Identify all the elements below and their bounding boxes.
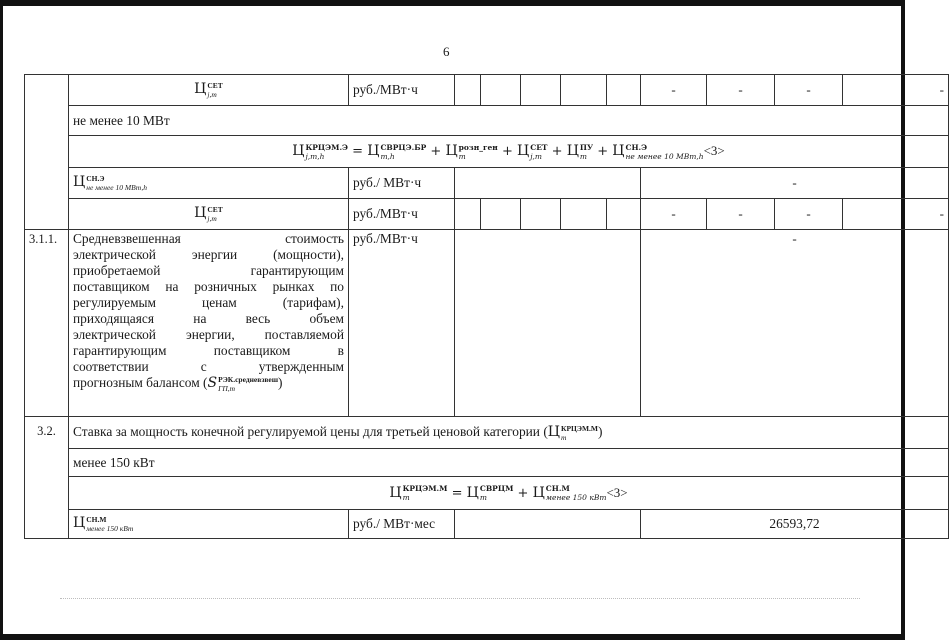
value-cell bbox=[607, 199, 641, 230]
table-row bbox=[25, 510, 949, 539]
unit-cell: руб./МВт·ч bbox=[349, 75, 455, 106]
table-row bbox=[25, 106, 949, 136]
table-row bbox=[25, 449, 949, 477]
value-cell: - bbox=[707, 75, 775, 106]
symbol-cell: Ц СЕТ j,m bbox=[69, 199, 349, 230]
description-cell: Средневзвешенная стоимость электрической энергии (мощности), приобретаемой гарантирующим поставщиком на розничных рынках по регулируемым ценам (тарифам), приходящаяся на весь объем электрической энергии, поставляемой гарантирующим поставщиком в соответствии с утвержденным прогнозным балансом (S РЭК.средневзвеш ГП,m ) bbox=[69, 230, 349, 417]
num-cell bbox=[25, 75, 69, 230]
value-cell: - bbox=[775, 75, 843, 106]
tariff-table bbox=[24, 74, 949, 539]
formula-cell bbox=[69, 477, 949, 510]
unit-cell: руб./ МВт·ч bbox=[349, 168, 455, 199]
value-cell: 26593,72 bbox=[641, 510, 949, 539]
value-cell bbox=[455, 199, 481, 230]
value-cell: - bbox=[843, 75, 949, 106]
value-cell bbox=[455, 168, 641, 199]
value-cell bbox=[455, 510, 641, 539]
value-cell bbox=[455, 230, 641, 417]
unit-cell: руб./МВт·ч bbox=[349, 230, 455, 417]
value-cell bbox=[455, 75, 481, 106]
value-cell: - bbox=[775, 199, 843, 230]
scan-border-left bbox=[0, 0, 3, 640]
table-row bbox=[25, 75, 949, 106]
footnote-tag: <3> bbox=[703, 143, 725, 158]
formula-cell bbox=[69, 136, 949, 168]
scan-border-bottom bbox=[0, 634, 905, 640]
table-row bbox=[25, 477, 949, 510]
row-number: 3.1.1. bbox=[25, 230, 69, 417]
formula: Ц КРЦЭМ.Э j,m,h = Ц СВРЦЭ.БР m,h + Ц розн_ген m + Ц СЕТ j,m + Ц ПУ m + Ц СН.Э не менее 10 МВт,h <3> bbox=[292, 142, 725, 161]
value-cell: - bbox=[843, 199, 949, 230]
value-cell bbox=[607, 75, 641, 106]
subheader-cell: менее 150 кВт bbox=[69, 449, 949, 477]
value-cell: - bbox=[707, 199, 775, 230]
footnote-tag: <3> bbox=[606, 484, 628, 500]
unit-cell: руб./ МВт·мес bbox=[349, 510, 455, 539]
subheader-cell: не менее 10 МВт bbox=[69, 106, 949, 136]
unit-cell: руб./МВт·ч bbox=[349, 199, 455, 230]
table-row bbox=[25, 199, 949, 230]
symbol-cell: Ц СН.Э не менее 10 МВт,h bbox=[69, 168, 349, 199]
table-row bbox=[25, 136, 949, 168]
scan-border-top bbox=[0, 0, 905, 6]
symbol-cell bbox=[69, 75, 349, 106]
table-row bbox=[25, 417, 949, 449]
row-number: 3.2. bbox=[25, 417, 69, 539]
value-cell: - bbox=[641, 75, 707, 106]
value-cell: - bbox=[641, 168, 949, 199]
symbol-cell: Ц СН.М менее 150 кВт bbox=[69, 510, 349, 539]
value-cell bbox=[521, 199, 561, 230]
symbol-sub: j,m bbox=[207, 90, 217, 99]
value-cell bbox=[481, 199, 521, 230]
value-cell bbox=[561, 75, 607, 106]
symbol-sup: СЕТ bbox=[207, 81, 223, 90]
symbol: Ц bbox=[194, 81, 207, 98]
scan-noise bbox=[60, 598, 860, 603]
value-cell bbox=[561, 199, 607, 230]
value-cell bbox=[521, 75, 561, 106]
value-cell: - bbox=[641, 199, 707, 230]
table-row bbox=[25, 230, 949, 417]
value-cell bbox=[481, 75, 521, 106]
formula: Ц КРЦЭМ.М m = Ц СВРЦМ m + Ц СН.М менее 150 кВт <3> bbox=[389, 484, 628, 502]
value-cell: - bbox=[641, 230, 949, 417]
section-title-cell: Ставка за мощность конечной регулируемой цены для третьей ценовой категории (Ц КРЦЭМ.М m ) bbox=[69, 417, 949, 449]
page-number: 6 bbox=[443, 44, 450, 59]
table-row bbox=[25, 168, 949, 199]
